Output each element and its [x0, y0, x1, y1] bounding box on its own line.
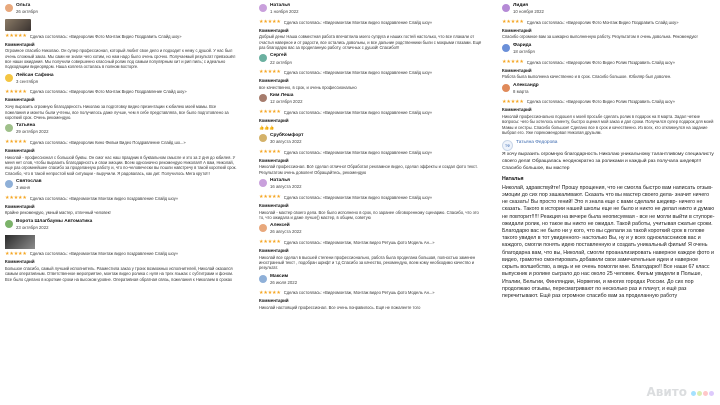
review-text: Большое спасибо, самый лучший исполнитель. Разместила заказ у троих возможных исполнителей, Николай оказался самым оперативным. Ответственное мероприятие, монтаж видео ролика с нуля на трех языках с субтитрами и фоном. Все было сделано в короткие сроки на высоком уровне. Оперативная обратная связь, пожелания к Николаем в сроках — [5, 266, 234, 282]
rating-stars-icon: ★★★★★ — [259, 239, 281, 246]
reviews-column-3 — [502, 0, 716, 300]
review-card — [502, 3, 716, 40]
review-card — [259, 3, 485, 50]
comment-label: Комментарий — [259, 202, 289, 208]
deal-text[interactable]: Сделка состоялась: «Видеомонтаж Монтаж видео поздравление Слайд шоу» — [283, 19, 433, 25]
comment-label: Комментарий — [5, 203, 35, 209]
rating-stars-icon: ★★★★★ — [259, 69, 281, 76]
deal-row — [259, 69, 485, 76]
deal-row — [5, 33, 237, 40]
review-card — [5, 3, 237, 70]
review-text: Николай все сделал в высшей степени профессионально, работа была проделана большая, полностью заменен иностранный текст , подобран шрифт и т.д Спасибо за качество, рекомендую, всем кому необходимо качество и результат. — [259, 254, 476, 271]
deal-text[interactable]: Сделка состоялась: «Видеоролик Фото Монтаж Видео Поздравление Слайд шоу» — [29, 89, 187, 95]
comment-label: Комментарий — [5, 259, 35, 265]
deal-row — [259, 19, 485, 26]
rating-stars-icon: ★★★★★ — [5, 139, 27, 146]
reviewer-name: Наталья — [502, 176, 524, 183]
deal-text[interactable]: Сделка состоялась: «Видеомонтаж, Монтаж видео Ретушь фото Модель Ан...» — [283, 239, 435, 245]
review-date: 26 августа 2022 — [270, 229, 302, 235]
review-text: Крайне рекомендую, умный мастер, отличный человек! — [5, 210, 111, 216]
review-header — [5, 219, 237, 233]
deal-row — [259, 149, 485, 156]
deal-row — [259, 290, 485, 297]
avatar[interactable] — [5, 220, 13, 228]
comment-label: Комментарий — [502, 107, 532, 113]
review-card — [5, 123, 237, 176]
deal-text[interactable]: Сделка состоялась: «Видеоролик Фото Видео Ролик Поздравить Слайд шоу» — [526, 99, 675, 105]
review-date: 3 сентября — [16, 78, 38, 84]
reviews-column-1 — [5, 0, 237, 282]
rating-stars-icon: ★★★★★ — [5, 250, 27, 257]
review-date: 16 августа 2022 — [270, 184, 302, 190]
comment-label: Комментарий — [259, 247, 289, 253]
comment-label: Комментарий — [259, 78, 289, 84]
comment-label: Комментарий — [5, 41, 35, 47]
review-text: Николай настоящий профессионал. Все очень понравилось. Ещё не пожалеете того — [259, 305, 421, 311]
comment-label: Комментарий — [259, 117, 289, 123]
comment-label: Комментарий — [259, 27, 289, 33]
deal-text[interactable]: Сделка состоялась: «Видеомонтаж, Монтаж видео Ретушь фото Модель Ан...» — [283, 290, 435, 296]
review-text: Огромное спасибо Николаю. Он супер профессионал, который любит свое дело и подходит к нему с душой. У нас был очень сложный заказ. Мы сами не знали чего хотим, но нам надо было очень срочно. Получаемый результат превзошёл все наши ожидания. Мы получили совершенно классный ролик под самым популярным хит и рип пиль; с идеально подходящим видеорядом. Наша коллега осталась в полном восторге. — [5, 48, 236, 70]
reviewer-name[interactable]: Лидия — [513, 3, 529, 8]
avatar[interactable] — [5, 74, 13, 82]
rating-stars-icon: ★★★★★ — [5, 88, 27, 95]
rating-stars-icon: ★★★★★ — [502, 58, 524, 65]
deal-text[interactable]: Сделка состоялась: «Видеоролик Фото Монтаж Видео Поздравить Слайд шоу» — [526, 19, 679, 25]
review-card — [259, 274, 485, 311]
review-header — [5, 73, 237, 87]
rating-stars-icon: ★★★★★ — [259, 19, 281, 25]
review-date: 23 октября 2022 — [16, 224, 49, 230]
deal-text[interactable]: Сделка состоялась: «Видеомонтаж Монтаж видео поздравление Слайд шоу» — [29, 195, 179, 201]
review-date: 3 июня — [16, 185, 30, 191]
review-header — [502, 83, 716, 97]
review-date: 26 июля 2022 — [270, 279, 298, 285]
review-card — [5, 219, 237, 282]
review-header — [5, 123, 237, 137]
comment-label: Комментарий — [5, 147, 35, 153]
review-text: Спасибо огромное вам за шикарно выполненную работу. Результатом я очень довольна. Рекомендую! — [502, 34, 698, 40]
review-date: 30 августа 2022 — [270, 139, 302, 145]
review-header — [259, 3, 485, 17]
avatar[interactable] — [5, 4, 13, 12]
comment-label: Комментарий — [259, 298, 289, 304]
deal-text[interactable]: Сделка состоялась: «Видеомонтаж Монтаж видео поздравление Слайд шоу» — [283, 109, 433, 115]
avatar[interactable] — [502, 44, 510, 52]
review-text: Николай - профессионал с большой буквы. Он смог нас наш праздник в буквальном смысле и это за 2 дня до юбилея. У меня нет слов, чтобы выразить благодарность и свои эмоции. Всем однозначно рекомендую Николая!! А вам, Николай, еще раз огромнейшее спасибо за проделанную работу и, что по-человечески вы пошли навстречу в такой короткий срок. Спасибо, что в такой непростой мой ситуации - выручили. Я радовалась, как дит. Получилось Мега круто!!! — [5, 154, 237, 176]
reviewer-name[interactable]: Лейсан Сафина — [16, 72, 54, 78]
avatar[interactable] — [259, 275, 267, 283]
reviewer-name[interactable]: Татьяна Федорова — [516, 140, 558, 146]
review-date: 8 марта — [513, 88, 529, 94]
review-card — [5, 73, 237, 120]
avatar[interactable] — [259, 179, 267, 187]
review-text: Добрый день! Наша совместная работа впечатлила моего супруга и наших гостей настолько, что все плакали от счастья наверное и от радости, все остались довольны, и все дальние родственники были с мокрыми глазами. Ещё раз благодарю вас за проделанную работу, отличных с душой! Спасибо!!! — [259, 34, 482, 51]
rating-stars-icon: ★★★★★ — [502, 98, 524, 105]
deal-row — [5, 139, 237, 146]
review-date: 26 октября — [16, 9, 38, 15]
avatar[interactable] — [259, 54, 267, 62]
deal-row — [5, 195, 237, 202]
deal-row — [259, 194, 485, 201]
review-text: Николай профессионально подошел к моей просьбе сделать ролик в подарок на 8 марта. Задал четкие вопросы: чего бы хотелось клиенту, быстро оценил мой заказ и дал сроки. Получился супер подарок для моей Мамы и сестры. Спасибо большое! Сделано все в срок и качественно. Из всех, кто откликнулся на задание выбрал его. Уже порекомендовал Николая друзьям. — [502, 114, 714, 135]
comment-label: Комментарий — [502, 27, 532, 33]
deal-text[interactable]: Сделка состоялась: «Видеоролик Кино Фильм Видео Поздравление Слайд шо...» — [29, 139, 186, 145]
rating-stars-icon: ★★★★★ — [259, 289, 281, 296]
rating-stars-icon: ★★★★★ — [259, 109, 281, 116]
review-card — [259, 133, 485, 175]
review-photo[interactable] — [5, 19, 31, 31]
reviews-column-3-list — [502, 3, 716, 135]
review-header — [259, 133, 485, 147]
avatar-initials: ТФ — [504, 143, 511, 149]
reviewer-name[interactable]: Ольга — [16, 3, 31, 8]
reviewer-name[interactable]: Алексей — [270, 223, 290, 229]
reviewer-name[interactable]: Ким Леша — [270, 93, 294, 99]
review-card — [259, 223, 485, 270]
deal-text[interactable]: Сделка состоялась: «Видеомонтаж Монтаж видео поздравление Слайд шоу» — [29, 251, 179, 257]
avito-logo-icon — [690, 391, 714, 396]
deal-text[interactable]: Сделка состоялась: «Видеомонтаж Монтаж видео поздравление Слайд шоу» — [283, 194, 433, 200]
deal-row — [502, 19, 716, 26]
reviewer-name[interactable]: Сергей — [270, 53, 287, 59]
avatar[interactable] — [502, 84, 510, 92]
review-header — [259, 93, 485, 107]
review-date: 29 октября 2022 — [16, 129, 49, 135]
reviewer-name[interactable]: Наталья — [270, 3, 290, 8]
deal-text[interactable]: Сделка состоялась: «Видеоролик Фото Видео Ролик Поздравить Слайд шоу» — [526, 59, 675, 65]
rating-stars-icon: ★★★★★ — [502, 19, 524, 25]
review-text: 👍👍👍 — [259, 124, 275, 130]
review-text: Николай, здравствуйте! Прошу прощения, что не смогла быстро вам написать отзыв- эмоции до сих пор зашкаливают. Сказать что вы мастер своего дела- значит ничего не сказать! Вы просто гений! Это я знала еще с вами сделали шедевр- ничего не сказать. Такого в истории нашей школы еще не было и никто не делал никто и думаю не повторит!!!!! Реакция на вечере была неописуемая - все не могли выйти в ступоре- ожидали ролик, но такое вы никто не ожидал. Такой работы, учитывая сжатые сроки. Благодарю вас не было ни у кого, что вы сделали за такой короткий срок в голове такого увидел в тот увиденного- настолько Вы, ну и у всех одноклассников вас и каждого, смогли понять идею поставленную и создать уникальный фильм! Я очень благодарна вам, что вы, Николай, смогли проанализировать наверное каждое фото и видео, грамотно смонтировать добавили свои замечательные идеи и наверное скрыть волшебство, а ведь и не очень помогли мне. Благодарю!! Все наши 67 класс выпускник и ролике сыграло до нас около 25 человек. Фильм увидели в Польше, Италии, Бельгии, Финляндии, Норвегии, и многих городах России. До сих пор продолжаю отзывы, пересматривают по несколько раз и плачут, и ещё раз перечитывают. Ещё раз огромное спасибо вам за проделанную работу — [502, 184, 715, 299]
review-header — [5, 3, 237, 17]
deal-text[interactable]: Сделка состоялась: «Видеомонтаж Монтаж видео поздравление Слайд шоу» — [283, 70, 433, 76]
avatar[interactable] — [259, 94, 267, 102]
reviewer-name[interactable]: Александр — [513, 82, 539, 88]
review-header — [259, 53, 485, 67]
review-card — [259, 178, 485, 220]
rating-stars-icon: ★★★★★ — [5, 194, 27, 201]
watermark-text: Авито — [646, 385, 687, 400]
big-review — [502, 176, 716, 300]
avatar[interactable] — [502, 4, 510, 12]
review-text: все качественно, в срок, и очень профессионально — [259, 84, 357, 90]
review-date: 1 ноября 2022 — [270, 9, 299, 15]
avatar[interactable] — [259, 224, 267, 232]
deal-row — [259, 109, 485, 116]
deal-row — [259, 239, 485, 246]
comment-label: Комментарий — [5, 97, 35, 103]
deal-row — [5, 251, 237, 258]
comment-label: Комментарий — [259, 157, 289, 163]
review-card — [259, 53, 485, 90]
comment-label: Комментарий — [502, 67, 532, 73]
pinned-review — [502, 140, 716, 172]
review-video-thumbnail[interactable] — [5, 235, 35, 249]
review-header — [5, 179, 237, 193]
reviewer-name[interactable]: Наталья — [270, 178, 290, 184]
review-text: Я хочу выразить огромную благодарность Николаю уникальному талантливому специалисту своего дела! Обращалась неоднократно за роликами и каждый раз получала шедевр!!! Спасибо большое, вы мастер — [502, 152, 714, 171]
review-header — [259, 223, 485, 237]
avatar[interactable] — [259, 4, 267, 12]
review-card — [5, 179, 237, 216]
rating-stars-icon: ★★★★★ — [5, 33, 27, 39]
reviewer-name[interactable]: Максим — [270, 273, 289, 279]
avito-watermark — [647, 385, 715, 401]
reviews-column-2 — [259, 0, 485, 310]
rating-stars-icon: ★★★★★ — [259, 194, 281, 201]
review-date: 18 октября — [513, 49, 535, 55]
review-text: Хочу выразить огромную благодарность Николаю за подготовку видео презентации к юбилею моей мамы. Все пожелания и мокеты были учтены, все получилось даже лучше, чем я себе представляла, все было подготовлено за короткий срок. Очень рекомендую. — [5, 104, 229, 120]
review-card — [502, 83, 716, 136]
review-date: 22 октября — [270, 59, 292, 65]
avatar[interactable] — [5, 180, 13, 188]
review-header — [502, 43, 716, 57]
review-header — [259, 274, 485, 288]
review-card — [502, 43, 716, 80]
reviewer-name[interactable]: СрубКомфорт — [270, 132, 304, 138]
deal-text[interactable]: Сделка состоялась: «Видеоролик Фото Монтаж Видео Поздравить Слайд шоу» — [29, 33, 182, 39]
reviewer-name[interactable]: Ворота Шлагбаумы Автоматика — [16, 218, 93, 224]
rating-stars-icon: ★★★★★ — [259, 148, 281, 155]
review-card — [259, 93, 485, 130]
avatar[interactable] — [259, 134, 267, 142]
reviewer-name[interactable]: Татьяна — [16, 123, 36, 129]
deal-row — [502, 59, 716, 66]
reviewer-name[interactable]: Святослав — [16, 178, 42, 184]
review-date: 10 ноября 2022 — [513, 9, 544, 15]
avatar[interactable] — [5, 124, 13, 132]
avatar — [502, 140, 513, 151]
review-text: Николай профессионал. Всё сделал отлично! Обработал рекламное видео, сделал эффекты и создал фото текст. Результатом очень доволен! Обращайтесь, рекомендую — [259, 164, 478, 175]
deal-row — [502, 99, 716, 106]
reviewer-name[interactable]: Фарида — [513, 42, 532, 48]
deal-row — [5, 89, 237, 96]
review-header — [502, 3, 716, 17]
review-text: Николай - мастер своего дела. Все было исполнено в срок, по заранее обговоренному сценарию. Спасибо, что это то, что ожидала и даже лучше)) мастер, в общем, советую — [259, 209, 479, 220]
review-text: Работа была выполнена качественно и в срок. Спасибо большое. Юбиляр был доволен. — [502, 74, 672, 80]
deal-text[interactable]: Сделка состоялась: «Видеомонтаж Монтаж видео поздравление Слайд шоу» — [283, 149, 433, 155]
review-header — [259, 178, 485, 192]
review-date: 12 октября 2022 — [270, 99, 303, 105]
